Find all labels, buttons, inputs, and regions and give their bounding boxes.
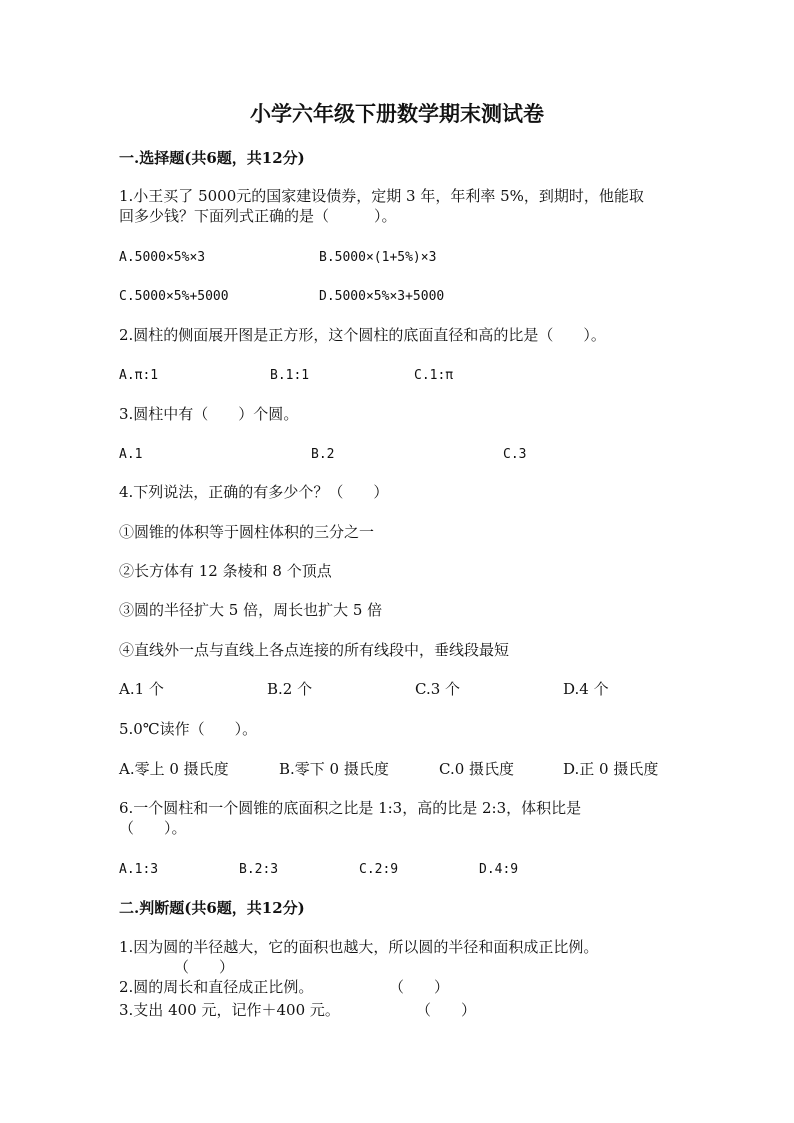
question-4-text: 4.下列说法，正确的有多少个？（ ） [119,483,389,501]
question-3-option-b[interactable]: B.2 [311,447,335,462]
page-title: 小学六年级下册数学期末测试卷 [250,101,544,126]
judgement-1-blank[interactable]: （ ） [174,958,235,976]
question-1-option-d[interactable]: D.5000×5%×3+5000 [319,289,445,304]
question-4-option-a[interactable]: A.1 个 [119,680,164,698]
question-2-option-c[interactable]: C.1:π [414,368,454,383]
question-5-option-c[interactable]: C.0 摄氏度 [439,760,515,778]
question-5-option-b[interactable]: B.零下 0 摄氏度 [279,760,389,778]
question-6-line-2: （ ）。 [119,819,187,837]
question-4-option-c[interactable]: C.3 个 [415,680,461,698]
judgement-3-blank[interactable]: （ ） [416,1001,477,1019]
question-6-line-1: 6.一个圆柱和一个圆锥的底面积之比是 1:3，高的比是 2:3，体积比是 [119,799,582,817]
question-6-option-a[interactable]: A.1:3 [119,862,159,877]
question-4-statement-2: ②长方体有 12 条棱和 8 个顶点 [119,562,332,580]
section-heading-judgement: 二.判断题(共6题，共12分) [119,899,305,917]
question-5-option-d[interactable]: D.正 0 摄氏度 [563,760,659,778]
section-heading-choice: 一.选择题(共6题，共12分) [119,149,305,167]
question-2-option-a[interactable]: A.π:1 [119,368,159,383]
question-5-text: 5.0℃读作（ ）。 [119,720,258,738]
question-1-line-2: 回多少钱？下面列式正确的是（ ）。 [119,207,397,225]
question-3-option-a[interactable]: A.1 [119,447,143,462]
question-1-option-c[interactable]: C.5000×5%+5000 [119,289,229,304]
judgement-2-text: 2.圆的周长和直径成正比例。 [119,978,314,996]
question-4-statement-4: ④直线外一点与直线上各点连接的所有线段中，垂线段最短 [119,641,510,659]
question-4-statement-1: ①圆锥的体积等于圆柱体积的三分之一 [119,523,375,541]
question-4-statement-3: ③圆的半径扩大 5 倍，周长也扩大 5 倍 [119,601,383,619]
question-1-option-a[interactable]: A.5000×5%×3 [119,250,206,265]
judgement-3-text: 3.支出 400 元，记作＋400 元。 [119,1001,340,1019]
question-1-option-b[interactable]: B.5000×(1+5%)×3 [319,250,437,265]
question-3-option-c[interactable]: C.3 [503,447,527,462]
question-2-option-b[interactable]: B.1:1 [270,368,310,383]
judgement-2-blank[interactable]: （ ） [389,978,450,996]
question-1-line-1: 1.小王买了 5000元的国家建设债券，定期 3 年，年利率 5%，到期时，他能取 [119,187,644,205]
question-6-option-d[interactable]: D.4:9 [479,862,519,877]
question-5-option-a[interactable]: A.零上 0 摄氏度 [119,760,229,778]
question-4-option-d[interactable]: D.4 个 [563,680,609,698]
question-2-text: 2.圆柱的侧面展开图是正方形，这个圆柱的底面直径和高的比是（ ）。 [119,326,606,344]
question-6-option-c[interactable]: C.2:9 [359,862,399,877]
judgement-1-line-1: 1.因为圆的半径越大，它的面积也越大，所以圆的半径和面积成正比例。 [119,938,599,956]
question-3-text: 3.圆柱中有（ ）个圆。 [119,405,299,423]
question-6-option-b[interactable]: B.2:3 [239,862,279,877]
question-4-option-b[interactable]: B.2 个 [267,680,313,698]
